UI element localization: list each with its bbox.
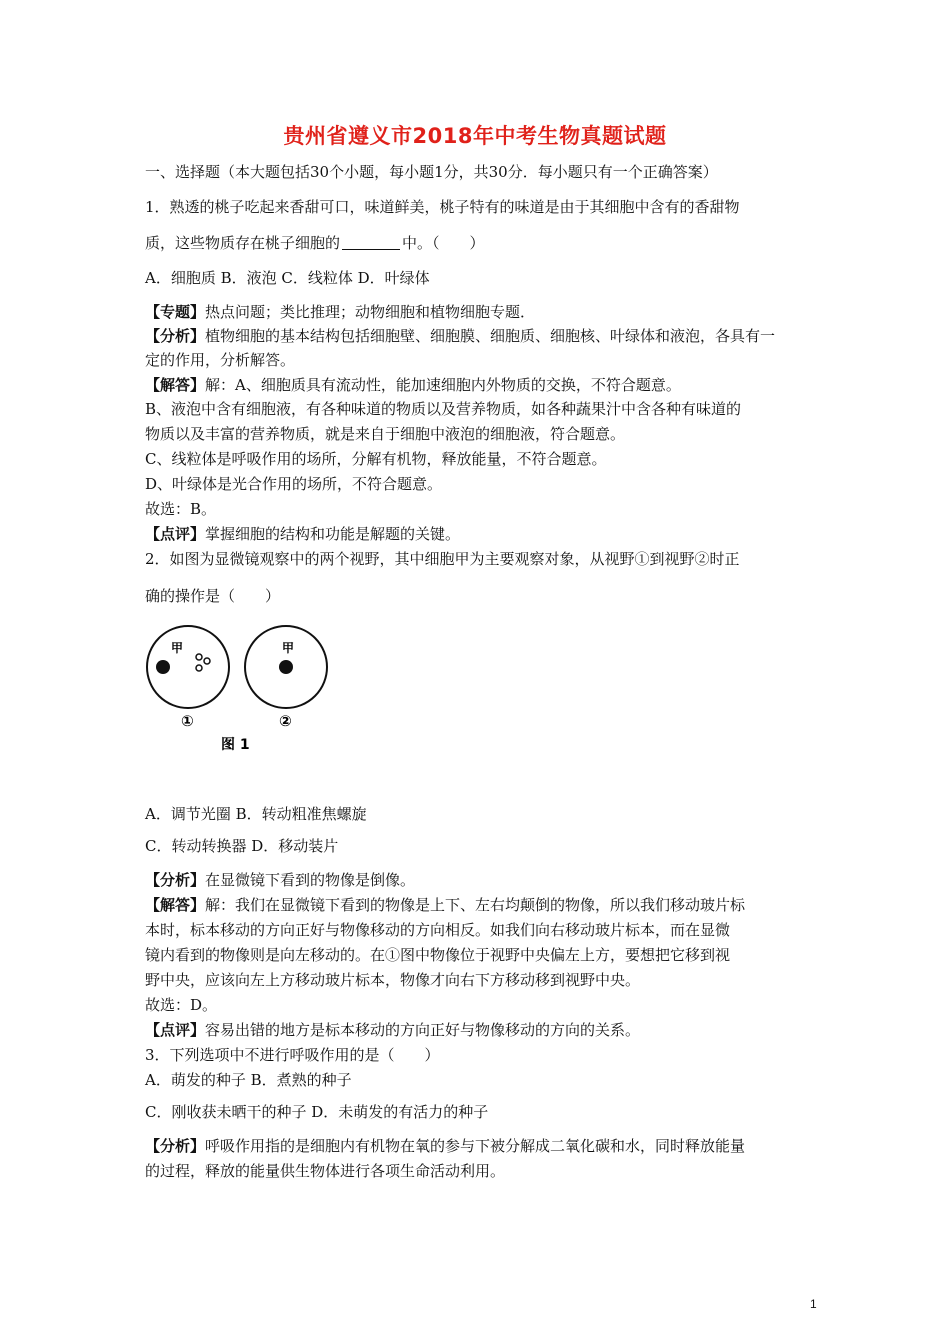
- analysis-text: 在显微镜下看到的物像是倒像。: [205, 871, 416, 889]
- comment-text: 容易出错的地方是标本移动的方向正好与物像移动的方向的关系。: [205, 1021, 641, 1039]
- answer-tag: 【解答】: [145, 896, 206, 914]
- comment-text: 掌握细胞的结构和功能是解题的关键。: [205, 525, 461, 543]
- cell-label-right: 甲: [282, 641, 295, 655]
- q2-answer-line3: 镜内看到的物像则是向左移动的。在①图中物像位于视野中央偏左上方，要想把它移到视: [145, 946, 731, 964]
- q1-stem-line1: 1．熟透的桃子吃起来香甜可口，味道鲜美，桃子特有的味道是由于其细胞中含有的香甜物: [145, 198, 740, 216]
- answer-tag: 【解答】: [145, 376, 206, 394]
- q1-options: A．细胞质 B．液泡 C．线粒体 D．叶绿体: [145, 269, 430, 287]
- analysis-text: 植物细胞的基本结构包括细胞壁、细胞膜、细胞质、细胞核、叶绿体和液泡，各具有一: [205, 327, 776, 345]
- topic-text: 热点问题；类比推理；动物细胞和植物细胞专题．: [205, 303, 536, 321]
- small-cell: [196, 654, 202, 660]
- analysis-tag: 【分析】: [145, 1137, 206, 1155]
- q1-analysis-line1: [145, 324, 815, 348]
- q2-choose: 故选：D。: [145, 996, 218, 1014]
- q2-answer-line2: 本时，标本移动的方向正好与物像移动的方向相反。如我们向右移动玻片标本，而在显微: [145, 921, 731, 939]
- q2-options-line2: C．转动转换器 D．移动装片: [145, 837, 339, 855]
- q2-stem-line2: 确的操作是（ ）: [145, 587, 281, 605]
- microscope-figure: [145, 622, 345, 762]
- page-number: 1: [810, 1297, 817, 1311]
- cell-jia-left: [156, 660, 170, 674]
- view-label-1: ①: [181, 712, 194, 730]
- cell-label-left: 甲: [171, 641, 184, 655]
- cell-jia-right: [279, 660, 293, 674]
- answer-blank: [342, 235, 400, 250]
- q2-answer-line1: [145, 893, 815, 917]
- q2-options-line1: A．调节光圈 B．转动粗准焦螺旋: [145, 805, 367, 823]
- q1-topic: [145, 300, 815, 324]
- q1-stem-line2: [145, 231, 815, 255]
- q2-comment: [145, 1018, 815, 1042]
- q1-comment: [145, 522, 815, 546]
- q1-stem-after-blank: 中。（ ）: [402, 234, 485, 252]
- q1-stem-before-blank: 质，这些物质存在桃子细胞的: [145, 234, 341, 252]
- q1-answer-line4: C、线粒体是呼吸作用的场所，分解有机物，释放能量，不符合题意。: [145, 450, 607, 468]
- q1-answer-line1: [145, 373, 815, 397]
- comment-tag: 【点评】: [145, 525, 206, 543]
- topic-tag: 【专题】: [145, 303, 206, 321]
- answer-text: 解：我们在显微镜下看到的物像是上下、左右均颠倒的物像，所以我们移动玻片标: [205, 896, 746, 914]
- q1-answer-line3: 物质以及丰富的营养物质，就是来自于细胞中液泡的细胞液，符合题意。: [145, 425, 626, 443]
- figure-caption: 图 1: [221, 737, 250, 753]
- q3-options-line1: A．萌发的种子 B．煮熟的种子: [145, 1071, 352, 1089]
- q1-analysis-line2: 定的作用，分析解答。: [145, 351, 296, 369]
- page-title: 贵州省遵义市2018年中考生物真题试题: [283, 124, 667, 148]
- q3-options-line2: C．刚收获未晒干的种子 D．未萌发的有活力的种子: [145, 1103, 489, 1121]
- q2-stem-line1: 2．如图为显微镜观察中的两个视野，其中细胞甲为主要观察对象，从视野①到视野②时正: [145, 550, 740, 568]
- q2-answer-line4: 野中央，应该向左上方移动玻片标本，物像才向右下方移动移到视野中央。: [145, 971, 641, 989]
- comment-tag: 【点评】: [145, 1021, 206, 1039]
- view-label-2: ②: [279, 712, 292, 730]
- answer-text: 解：A、细胞质具有流动性，能加速细胞内外物质的交换，不符合题意。: [205, 376, 681, 394]
- q3-analysis-line2: 的过程，释放的能量供生物体进行各项生命活动利用。: [145, 1162, 506, 1180]
- analysis-tag: 【分析】: [145, 871, 206, 889]
- analysis-tag: 【分析】: [145, 327, 206, 345]
- q1-answer-line5: D、叶绿体是光合作用的场所，不符合题意。: [145, 475, 443, 493]
- analysis-text: 呼吸作用指的是细胞内有机物在氧的参与下被分解成二氧化碳和水，同时释放能量: [205, 1137, 746, 1155]
- q3-stem: 3．下列选项中不进行呼吸作用的是（ ）: [145, 1046, 440, 1064]
- figure-svg: [145, 622, 345, 762]
- q3-analysis-line1: [145, 1134, 815, 1158]
- q2-analysis: [145, 868, 815, 892]
- small-cell: [204, 658, 210, 664]
- small-cell: [196, 665, 202, 671]
- section-header: 一、选择题（本大题包括30个小题，每小题1分，共30分．每小题只有一个正确答案）: [145, 163, 718, 181]
- q1-choose: 故选：B。: [145, 500, 217, 518]
- q1-answer-line2: B、液泡中含有细胞液，有各种味道的物质以及营养物质，如各种蔬果汁中含各种有味道的: [145, 400, 742, 418]
